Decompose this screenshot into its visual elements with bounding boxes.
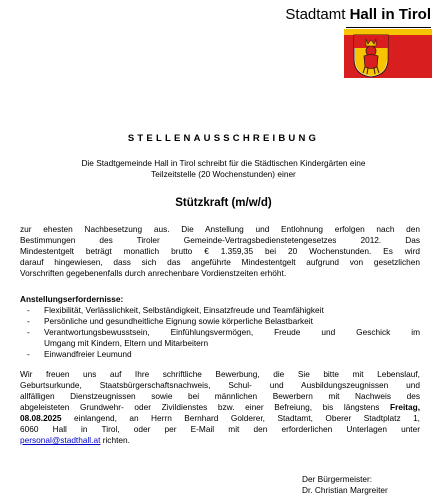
requirement-text: Verantwortungsbewusstsein, Einfühlungsvermögen, Freude und Geschick im [44,327,420,337]
application-line-5-text: einlangend, an Herrn Bernhard Golderer, Stadtamt, Oberer Stadtplatz 1, [61,413,420,423]
application-line-4-text: abgeleisteten Grundwehr- oder Zivildienstes bzw. einer Befreiung, bis längstens [20,402,391,412]
brand-light-text: Stadtamt [285,6,350,23]
requirement-text-continued: Umgang mit Kindern, Eltern und Mitarbeitern [44,338,209,348]
requirements-list [20,305,420,360]
signature-name: Dr. Christian Margreiter [302,485,388,495]
signature-block [302,474,388,496]
dash-bullet: - [27,316,30,326]
dash-bullet: - [27,349,30,359]
application-line-7 [20,435,420,446]
intro-line-2: Teilzeitstelle (20 Wochenstunden) einer [151,169,296,179]
city-office-logo-text [285,6,431,23]
requirement-text: Flexibilität, Verlässlichkeit, Selbständigkeit, Einsatzfreude und Teamfähigkeit [44,305,324,315]
application-line-7-text: richten. [100,435,130,445]
terms-line-2: Bestimmungen des Tiroler Gemeinde-Vertragsbedienstetengesetzes 2012. Das [20,235,420,245]
signature-role: Der Bürgermeister: [302,474,373,484]
terms-line-4: darauf hingewiesen, dass sich das angeführte Mindestentgelt aufgrund von gesetzlichen [20,257,420,267]
list-item [20,327,420,349]
list-item [20,305,420,316]
coat-of-arms-icon [344,29,432,78]
intro-text [40,158,407,180]
application-paragraph [20,369,420,446]
list-item [20,349,420,360]
application-line-3: allfälligen Dienstzeugnissen sowie bei männlichen Bewerbern mit Nachweis des [20,391,420,401]
position-title: Stützkraft (m/w/d) [175,197,272,209]
deadline-weekday: Freitag, [390,402,420,412]
posting-heading: STELLENAUSSCHREIBUNG [127,133,320,144]
application-line-5 [20,413,420,424]
application-line-1: Wir freuen uns auf Ihre schriftliche Bewerbung, die Sie bitte mit Lebenslauf, [20,369,420,379]
requirements-heading: Anstellungserfordernisse: [20,294,124,304]
intro-line-1: Die Stadtgemeinde Hall in Tirol schreibt für die Städtischen Kindergärten eine [81,158,366,168]
requirement-text: Einwandfreier Leumund [44,349,132,359]
application-line-6: 6060 Hall in Tirol, oder per E-Mail mit den erforderlichen Unterlagen unter [20,424,420,434]
terms-line-5: Vorschriften gegebenenfalls durch anrechenbare Vordienstzeiten erhöht. [20,268,287,278]
requirement-text: Persönliche und gesundheitliche Eignung sowie körperliche Belastbarkeit [44,316,313,326]
list-item [20,316,420,327]
brand-divider [346,27,431,28]
brand-bold-text: Hall in Tirol [349,6,431,23]
email-link[interactable]: personal@stadthall.at [20,435,101,445]
application-line-4 [20,402,420,413]
employment-terms-paragraph [20,224,420,279]
deadline-date: 08.08.2025 [20,413,62,423]
dash-bullet: - [27,327,30,337]
dash-bullet: - [27,305,30,315]
terms-line-1: zur ehesten Nachbesetzung aus. Die Anstellung und Entlohnung erfolgen nach den [20,224,420,234]
terms-line-3: Mindestentgelt beträgt monatlich brutto € 1.359,35 bei 20 Wochenstunden. Es wird [20,246,420,256]
application-line-2: Geburtsurkunde, Staatsbürgerschaftsnachweis, Schul- und Ausbildungszeugnissen und [20,380,420,390]
